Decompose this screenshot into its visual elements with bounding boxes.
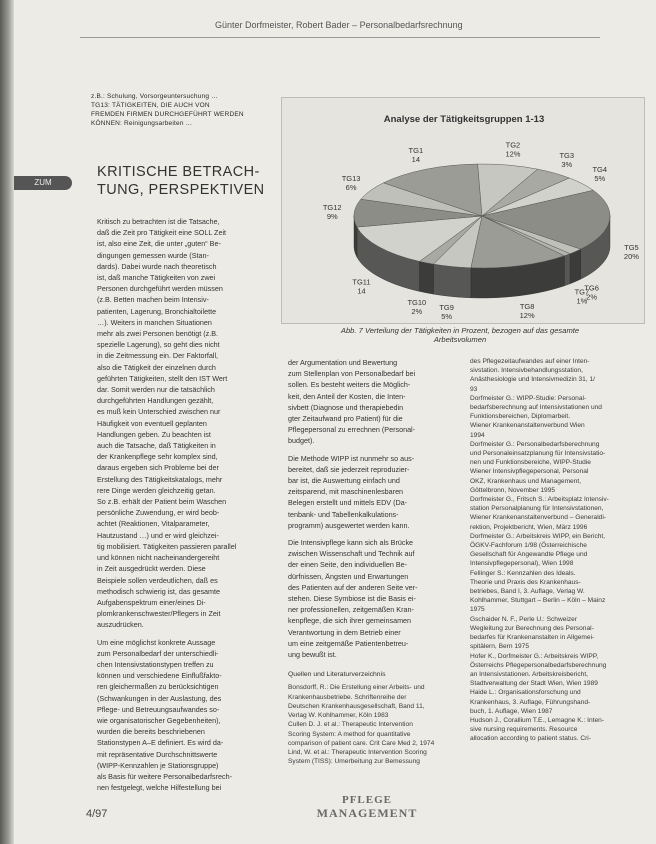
column-1 [97,216,273,793]
reference-line: Bonsdorff, R.: Die Erstellung einer Arbeits- und [288,684,425,692]
reference-line: spitälern, Bern 1975 [470,643,530,651]
reference-line: Dorfmeister G.: WIPP-Studie: Personal- [470,394,587,402]
caption-line: Abb. 7 Verteilung der Tätigkeiten in Prozent, bezogen auf das gesamte [340,326,580,335]
reference-line: System (TISS): Umerbeitung zur Bemessung [288,758,420,766]
reference-line: Gesellschaft für Angewandte Pflege und [470,551,588,559]
chart-title: Analyse der Tätigkeitsgruppen 1-13 [383,114,545,125]
reference-line: Göttelbronn, November 1995 [470,486,556,494]
reference-line: Fellinger S.: Kennzahlen des Ideals. [470,569,576,577]
text-line: ner professionellen, zeitgemäßen Kran- [288,605,414,615]
text-line: Verantwortung in dem Betrieb einer [288,627,401,637]
slice-label: TG1 [408,145,424,155]
slice-value-label: 12% [505,149,521,159]
pie-chart-svg [282,98,644,323]
reference-line: des Pflegezeitaufwandes auf einer Inten- [470,358,590,365]
text-line: rere Dinge werden gleichzeitig getan. [97,485,216,495]
text-line: nen festgelegt, welche Hilfestellung bei [97,783,222,793]
text-line: zwischen Wissenschaft und Technik auf [288,549,415,559]
reference-line: Hudson J., Corallium T.E., Lemagne K.: Inten- [470,716,605,724]
text-line: plomkrankenschwester/Pflegers in Zeit [97,609,221,619]
logo-line-2: MANAGEMENT [316,805,418,820]
reference-line: bedarfsberechnung auf Intensivstationen und [470,404,602,412]
intro-line: z.B.: Schulung, Vorsorgeuntersuchung … [91,93,218,100]
reference-line: Gschaider N. F., Perle U.: Schweizer [470,615,577,623]
text-line: daß die Zeit pro Tätigkeit eine SOLL Zeit [97,228,227,238]
text-line: ren gleichermaßen zu berücksichtigen [97,682,219,692]
text-line: patienten, Lagerung, Bronchialtoilette [97,306,217,316]
paragraph-5 [288,537,458,660]
paragraph-4 [288,453,458,531]
text-line: budget). [288,436,315,446]
reference-line: Anästhesiologie und Intensivmedizin 31, 1/ [470,376,595,384]
reference-line: OKZ, Krankenhaus und Management, [470,477,582,485]
text-line: des Patienten auf der anderen Seite ver- [288,582,418,592]
paragraph-3 [288,357,458,447]
text-line: ung bewußt ist. [288,650,337,660]
slice-label: TG6 [584,283,599,293]
slice-label: TG10 [407,298,427,308]
slice-value-label: 20% [623,251,639,261]
intro-block [91,92,271,128]
references-list-1 [288,683,458,766]
text-line: keit, den Anteil der Kosten, die Inten- [288,391,406,401]
text-line: spezielle Lagerung), so geht dies nicht [97,340,220,350]
text-line: kenpflege, die sich ihrer gemeinsamen [288,616,412,626]
text-line: auch die Tatsache, daß Tätigkeiten in [97,441,216,451]
reference-line: 1975 [470,606,485,614]
text-line: Hautzustand …) und er wird gleichzei- [97,530,219,540]
text-line: Erstellung des Tätigkeitskatalogs, mehr [97,474,223,484]
text-line: (Schwankungen in der Auslastung, des [97,693,222,703]
text-line: wie organisatorischer Gegebenheiten), [97,715,221,725]
text-line: tig mobilisiert. Tätigkeiten passieren parallel [97,541,237,551]
pie-side-tg7 [564,254,570,286]
text-line: zeitsparend, mit maschinenlesbaren [288,487,404,497]
slice-label: TG11 [352,277,371,287]
reference-line: Dorfmeister G.: Personalbedarfsberechnung [470,440,600,448]
text-line: sivbett (Diagnose und therapiebedin [288,402,404,412]
text-line: Beispiele sollen verdeutlichen, daß es [97,575,218,585]
text-line: Belegen erstellt und mittels EDV (Da- [288,498,408,508]
reference-line: Deutschen Krankenhausgesellschaft, Band 11, [288,702,425,710]
slice-label: TG13 [341,173,361,183]
reference-line: an Intensivstationen. Arbeitskreisbericht, [470,670,589,678]
text-line: Handlungen geben. Zu beachten ist [97,429,211,439]
logo-line-1: PFLEGE [341,794,392,806]
reference-line: Stadtverwaltung der Stadt Wien, Wien 1989 [470,680,598,688]
caption-line: Arbeitsvolumen [433,335,487,345]
slice-value-label: 5% [594,173,606,183]
text-line: und können nicht nacheinandergereiht [97,553,220,563]
reference-line: ÖGKV-Fachforum 1/98 (Österreichische [470,542,587,550]
reference-line: betriebes, Band I, 3. Auflage, Verlag W. [470,588,585,596]
reference-line: Wegleitung zur Berechnung des Personal- [470,624,594,632]
pie-side-tg6 [570,249,581,284]
margin-tab: ZUM [14,176,72,190]
reference-line: Wiener Krankenanstaltenverbund – Generaldi- [470,514,606,522]
text-line: bar ist, die Auswertung einfach und [288,476,400,486]
text-line: dards). Dabei wurde nach theoretisch [97,261,217,271]
figure-caption [300,326,620,345]
reference-line: Hofer K., Dorfmeister G.: Arbeitskreis WIPP, [470,652,599,660]
reference-line: Lind, W. et al.: Therapeutic Intervention Scoring [288,748,427,756]
text-line: können und verschiedene Einflußfakto- [97,671,222,681]
reference-line: Haide L.: Organisationsforschung und [470,689,581,697]
text-line: geführten Tätigkeiten, stellt den IST Wert [97,373,228,383]
reference-line: Österreichs Pflegepersonalbedarfsberechnung [470,661,607,669]
text-line: um eine zeitgemäße Patientenbetreu- [288,638,409,648]
section-title [97,163,265,199]
text-line: bereitet, daß sie jederzeit reproduzier- [288,464,410,474]
section-title-line: TUNG, PERSPEKTIVEN [97,182,265,199]
slice-value-label: 5% [441,312,453,322]
paragraph-1 [97,216,273,631]
page-number: 4/97 [86,808,108,820]
slice-value-label: 1% [576,296,588,306]
text-line: …). Weiters in manchen Situationen [97,317,212,327]
text-line: Kritisch zu betrachten ist die Tatsache, [97,217,220,226]
text-line: methodisch schwierig ist, das gesamte [97,586,221,596]
text-line: chen Intensivstationstypen treffen zu [97,659,214,669]
text-line: dürfnissen, Ängsten und Erwartungen [288,571,409,581]
text-line: (z.B. Betten machen beim Intensiv- [97,295,209,305]
reference-line: allocation according to patient status. Cri- [470,735,591,743]
text-line: So z.B. erhält der Patient beim Waschen [97,497,227,507]
text-line: Personen durchgeführt werden müssen [97,284,223,294]
text-line: der Krankenpflege sehr komplex sind, [97,452,218,462]
text-line: also die Tätigkeit der einzelnen durch [97,362,216,372]
reference-line: Wiener Intensivpflegepersonal, Personal [470,468,589,476]
running-head: Günter Dorfmeister, Robert Bader – Personalbedarfsrechnung [215,20,463,30]
text-line: als Basis für weitere Personalbedarfsrech- [97,771,233,781]
pie-top [354,164,610,268]
intro-line: FREMDEN FIRMEN DURCHGEFÜHRT WERDEN [91,111,244,118]
reference-line: rektion, Projektbericht, Wien, März 1996 [470,523,588,531]
column-2 [288,357,458,766]
text-line: mit repräsentative Durchschnittswerte [97,749,218,759]
reference-line: 1994 [470,431,485,439]
reference-line: und Personaleinsatzplanung für Intensivstatio- [470,450,606,458]
reference-line: Verlag W. Kohlhammer, Köln 1983 [288,712,389,720]
text-line: daraus ergeben sich Probleme bei der [97,463,219,473]
text-line: in die Zeitmessung ein. Der Faktorfall, [97,351,219,361]
text-line: zum Stellenplan von Personalbedarf bei [288,369,416,379]
section-title-line: KRITISCHE BETRACH- [97,164,260,180]
pie-chart-figure [281,97,645,324]
references-list-2 [470,357,642,744]
text-line: (WIPP-Kennzahlen je Stationsgruppe) [97,760,219,770]
reference-line: Funktionsbereichen, Diplomarbeit. [470,413,571,421]
pie-side-tg9 [433,264,470,298]
pie-side-tg10 [420,261,434,294]
text-line: ist, also eine Zeit, die unter „guten“ Be- [97,239,221,249]
reference-line: Intensivpflegepersonal), Wien 1998 [470,560,574,568]
text-line: auszudrücken. [97,620,144,630]
slice-label: TG2 [505,140,521,150]
reference-line: buch, 1. Auflage, Wien 1987 [470,707,553,715]
slice-label: TG4 [592,164,608,174]
text-line: gter Zeitaufwand pro Patient) für die [288,414,403,424]
reference-line: nen und Funktionsbereiche, WIPP-Studie [470,459,591,467]
text-line: Pflege- und Betreuungsaufwandes so- [97,704,220,714]
reference-line: 93 [470,385,478,393]
text-line: in Zeit ausgedrückt werden. Diese [97,564,206,574]
slice-label: TG7 [574,287,590,297]
text-line: achtet (Reaktionen, Vitalparameter, [97,519,210,529]
text-line: Pflegepersonal zu errechnen (Personal- [288,425,416,435]
reference-line: sive nursing requirements. Resource [470,726,578,734]
reference-line: bedarfes für Krankenanstalten in Allgemei- [470,634,595,642]
slice-value-label: 2% [586,292,598,302]
intro-line: KÖNNEN: Reinigungsarbeiten … [91,120,193,127]
references-heading: Quellen und Literaturverzeichnis [288,671,386,679]
reference-line: Dorfmeister G.: Arbeitskreis WIPP, ein Bericht, [470,532,606,540]
paragraph-2 [97,637,273,794]
reference-line: Kohlhammer, Stuttgart – Berlin – Köln – Mainz [470,597,606,605]
text-line: Stationstypen A–E definiert. Es wird da- [97,738,224,748]
slice-value-label: 2% [411,307,423,317]
slice-value-label: 12% [519,310,535,320]
column-3 [470,357,642,744]
text-line: Um eine möglichst konkrete Aussage [97,637,216,647]
intro-line: TG13: TÄTIGKEITEN, DIE AUCH VON [91,102,210,109]
reference-line: Krankenhaus, 3. Auflage, Führungshand- [470,698,591,706]
text-line: der Argumentation und Bewertung [288,358,398,367]
text-line: der einen Seite, den individuellen Be- [288,560,408,570]
text-line: persönliche Zuwendung, er wird beob- [97,508,220,518]
text-line: Aufgabenspektrum einer/eines Di- [97,597,206,607]
text-line: stehen. Diese Symbiose ist die Basis ei- [288,594,416,604]
reference-line: Cullen D. J. et al.: Therapeutic Intervention [288,721,413,729]
reference-line: station Personalplanung für Intensivstationen, [470,505,604,513]
journal-logo [307,794,427,821]
text-line: mehr als zwei Personen benötigt (z.B. [97,329,219,339]
reference-line: sivstation. Intensivbehandlungsstation, [470,367,583,375]
binding-spine [0,0,14,844]
text-line: dingungen gemessen wurde (Stan- [97,250,209,260]
text-line: Häufigkeit von eventuell geplanten [97,418,207,428]
text-line: Die Methode WIPP ist nunmehr so aus- [288,453,415,463]
slice-value-label: 14 [357,286,366,296]
text-line: dar. Somit werden nur die tatsächlich [97,385,215,395]
slice-value-label: 6% [345,182,357,192]
text-line: tenbank- und Tabellenkalkulations- [288,509,399,519]
slice-label: TG12 [322,203,342,213]
reference-line: Dorfmeister G., Fritsch S.: Arbeitsplatz Intensiv- [470,496,609,504]
text-line: Die Intensivpflege kann sich als Brücke [288,538,414,548]
slice-label: TG8 [519,301,535,311]
slice-value-label: 3% [561,159,573,169]
text-line: wurden die bereits beschriebenen [97,727,205,737]
text-line: programm) ausgewertet werden kann. [288,520,410,530]
text-line: zum Personalbedarf der unterschiedli- [97,648,219,658]
slice-value-label: 9% [326,212,338,222]
reference-line: comparison of patient care. Crit Care Med 2, 1974 [288,739,435,747]
slice-label: TG5 [624,242,639,252]
reference-line: Theorie und Praxis des Krankenhaus- [470,578,581,586]
slice-label: TG9 [439,303,454,313]
text-line: durchgeführten Handlungen gezählt, [97,396,214,406]
slice-label: TG3 [559,150,575,160]
text-line: es muß kein Unterschied zwischen nur [97,407,221,417]
header-rule [80,37,600,38]
reference-line: Krankenhausbetriebe. Schriftenreihe der [288,693,407,701]
reference-line: Wiener Krankenanstaltenverbund Wien [470,422,585,430]
text-line: sollen. Es besteht weiters die Möglich- [288,380,411,390]
text-line: ist, daß manche Tätigkeiten von zwei [97,273,216,283]
slice-value-label: 14 [411,154,421,164]
reference-line: Scoring System: A method for quantitative [288,730,411,738]
